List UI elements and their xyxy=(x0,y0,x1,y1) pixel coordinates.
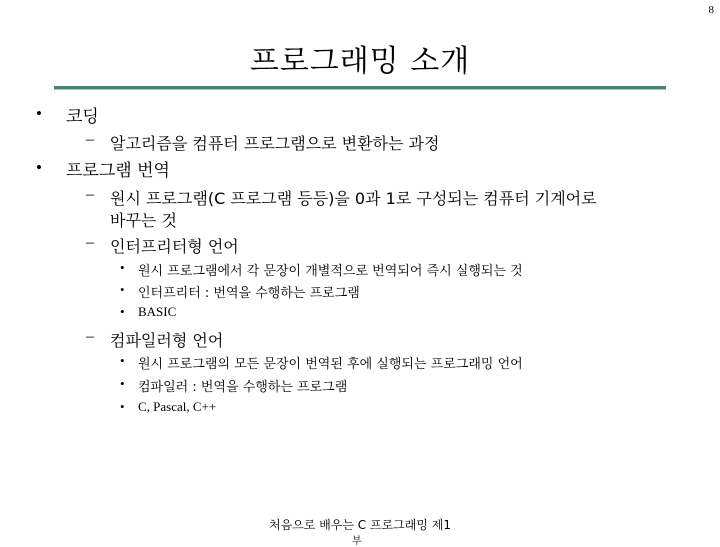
interpreter-point: BASIC xyxy=(138,304,177,319)
bullet-comp-1: • xyxy=(120,353,125,368)
bullet-comp-3: • xyxy=(120,399,125,414)
slide-title: 프로그래밍 소개 xyxy=(249,44,471,79)
dash-compiler: – xyxy=(86,328,94,345)
bullet-coding: • xyxy=(36,104,42,123)
translation-binary-line2: 바꾸는 것 xyxy=(110,211,177,230)
bullet-interp-3: • xyxy=(120,304,125,319)
dash-binary: – xyxy=(86,186,94,203)
bullet-comp-2: • xyxy=(120,376,125,391)
footer-text: 처음으로 배우는 C 프로그래밍 제1 xyxy=(269,518,451,532)
footer-tail: 부 xyxy=(352,536,362,547)
compiler-point: C, Pascal, C++ xyxy=(138,399,217,414)
dash-interpreter: – xyxy=(86,234,94,251)
translation-binary-line1: 원시 프로그램(C 프로그램 등등)을 0과 1로 구성되는 컴퓨터 기계어로 xyxy=(110,189,597,208)
interpreter-point: 원시 프로그램에서 각 문장이 개별적으로 번역되어 즉시 실행되는 것 xyxy=(138,264,523,279)
interpreter-label: 인터프리터형 언어 xyxy=(110,237,239,256)
interpreter-point: 인터프리터 : 번역을 수행하는 프로그램 xyxy=(138,286,360,301)
bullet-interp-2: • xyxy=(120,282,125,297)
item-translation-label: 프로그램 번역 xyxy=(66,161,170,181)
compiler-point: 컴파일러 : 번역을 수행하는 프로그램 xyxy=(138,380,348,395)
title-divider-shadow xyxy=(54,89,666,90)
compiler-label: 컴파일러형 언어 xyxy=(110,331,224,350)
bullet-interp-1: • xyxy=(120,260,125,275)
compiler-point: 원시 프로그램의 모든 문장이 번역된 후에 실행되는 프로그래밍 언어 xyxy=(138,357,523,372)
item-coding-label: 코딩 xyxy=(66,107,99,127)
bullet-translation: • xyxy=(36,158,42,177)
page-number: 8 xyxy=(708,4,714,16)
dash-coding-desc: – xyxy=(86,131,94,148)
coding-description: 알고리즘을 컴퓨터 프로그램으로 변환하는 과정 xyxy=(110,134,440,153)
